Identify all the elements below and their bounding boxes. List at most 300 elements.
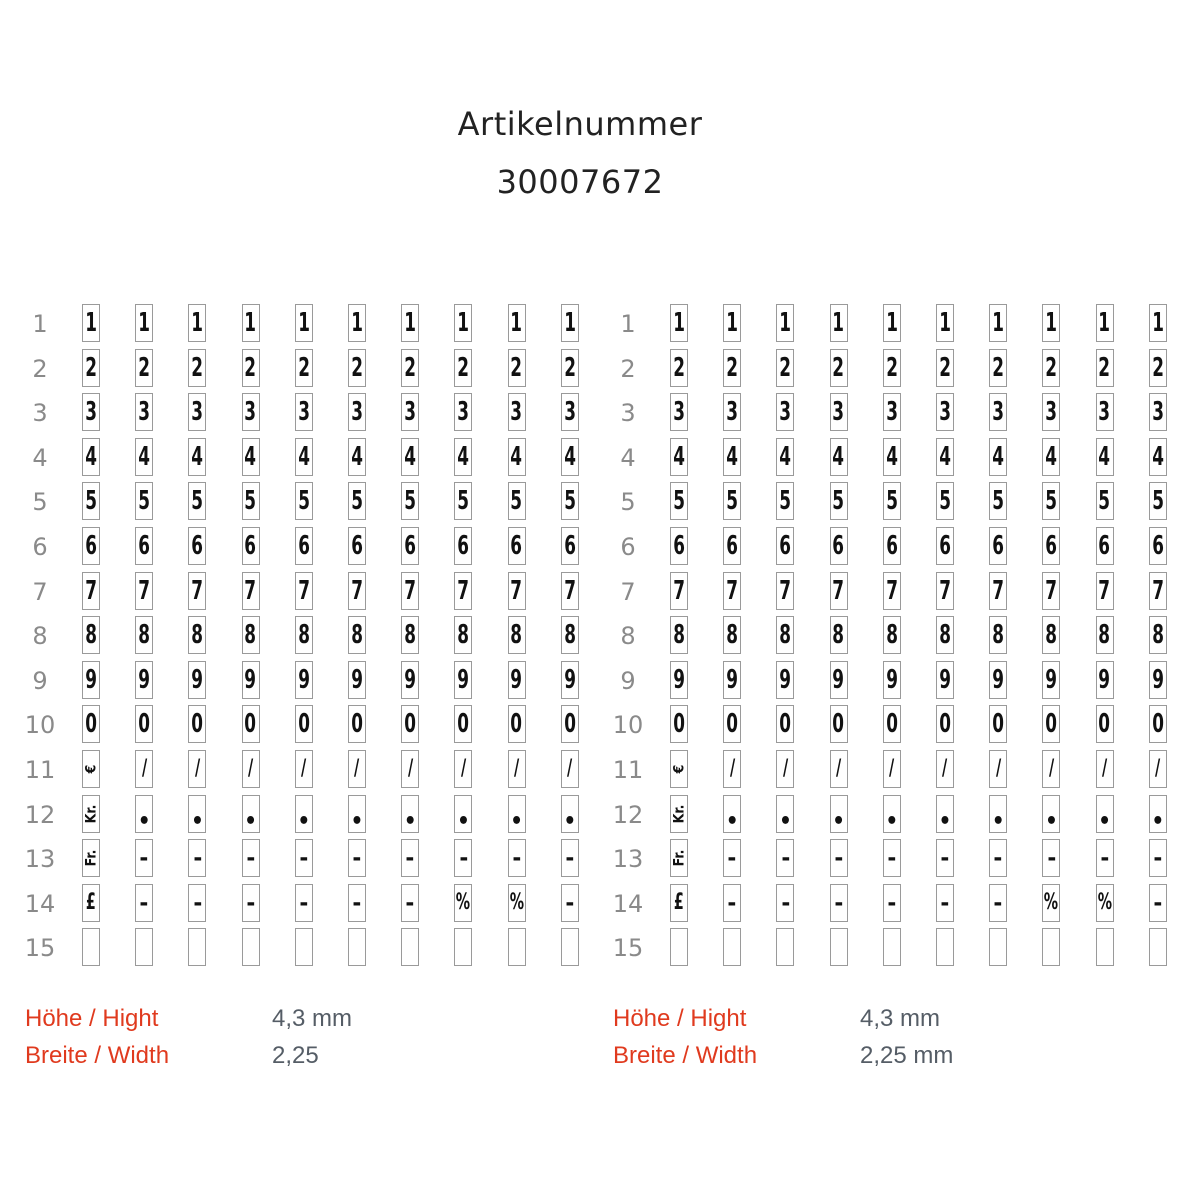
character-glyph: 1 [191, 308, 204, 338]
character-glyph: / [782, 756, 788, 781]
character-cell [1096, 884, 1114, 922]
character-glyph: 5 [1151, 486, 1164, 517]
character-glyph: • [938, 808, 952, 833]
character-glyph: 3 [1098, 397, 1111, 428]
character-cell [1096, 839, 1114, 877]
character-glyph: – [781, 843, 790, 874]
character-cell [242, 572, 260, 610]
character-cell [936, 705, 954, 743]
character-cell [936, 572, 954, 610]
character-cell [82, 928, 100, 966]
character-glyph: 8 [939, 620, 951, 651]
character-glyph: 8 [1151, 620, 1164, 651]
character-glyph: 0 [673, 709, 685, 740]
character-cell [1149, 705, 1167, 743]
row-number: 4 [620, 443, 636, 472]
character-glyph: • [191, 808, 204, 833]
character-cell [723, 795, 741, 833]
character-cell [508, 750, 526, 788]
character-cell [454, 884, 472, 922]
character-glyph: 3 [297, 397, 310, 428]
character-glyph: 1 [351, 308, 363, 338]
character-glyph: 9 [992, 664, 1005, 695]
character-cell [1042, 616, 1060, 654]
character-glyph: 3 [992, 397, 1005, 428]
character-cell [723, 839, 741, 877]
character-cell [508, 705, 526, 743]
character-glyph: 9 [191, 664, 204, 695]
character-cell [348, 438, 366, 476]
character-cell [1149, 349, 1167, 387]
character-cell [989, 438, 1007, 476]
row-number: 12 [24, 800, 56, 829]
character-glyph: Fr. [83, 849, 99, 867]
character-glyph: 3 [85, 397, 97, 428]
character-glyph: • [1098, 808, 1111, 833]
character-cell [561, 705, 579, 743]
character-cell [508, 438, 526, 476]
character-glyph: 1 [832, 308, 845, 338]
character-cell [135, 884, 153, 922]
character-glyph: 1 [1045, 308, 1058, 338]
row-number: 5 [620, 488, 636, 517]
character-glyph: Kr. [671, 804, 688, 823]
character-glyph: 8 [457, 620, 470, 651]
character-cell [508, 839, 526, 877]
character-glyph: – [993, 887, 1003, 918]
character-cell [82, 393, 100, 431]
row-number: 8 [620, 622, 636, 651]
character-cell [723, 750, 741, 788]
character-cell [989, 616, 1007, 654]
character-glyph: 2 [779, 352, 792, 383]
character-cell [776, 661, 794, 699]
character-glyph: 1 [404, 308, 417, 338]
character-glyph: % [1097, 889, 1112, 915]
character-glyph: 3 [673, 397, 685, 428]
character-glyph: 2 [351, 352, 363, 383]
character-cell [830, 705, 848, 743]
character-glyph: 0 [244, 709, 257, 740]
character-cell [1042, 795, 1060, 833]
character-glyph: 2 [191, 352, 204, 383]
character-glyph: 7 [244, 575, 257, 606]
character-glyph: 7 [351, 575, 363, 606]
character-cell [1149, 661, 1167, 699]
character-glyph: – [887, 843, 897, 874]
character-cell [188, 616, 206, 654]
row-number: 6 [620, 533, 636, 561]
character-glyph: 5 [404, 486, 417, 517]
character-glyph: – [940, 843, 950, 874]
character-glyph: 6 [726, 531, 739, 561]
row-number: 10 [24, 711, 56, 740]
character-glyph: 9 [244, 664, 257, 695]
character-cell [295, 928, 313, 966]
character-cell [242, 482, 260, 520]
character-cell [989, 795, 1007, 833]
character-glyph: – [1153, 843, 1163, 874]
character-cell [348, 884, 366, 922]
character-cell [936, 795, 954, 833]
character-glyph: 8 [726, 620, 739, 651]
character-glyph: 1 [138, 308, 151, 338]
character-glyph: 7 [726, 575, 739, 606]
character-cell [348, 616, 366, 654]
character-glyph: – [193, 887, 202, 918]
character-cell [508, 572, 526, 610]
character-cell [883, 661, 901, 699]
character-cell [561, 928, 579, 966]
character-glyph: – [565, 887, 575, 918]
character-glyph: – [834, 887, 843, 918]
character-glyph: / [1101, 756, 1108, 781]
character-cell [989, 928, 1007, 966]
character-cell [1149, 616, 1167, 654]
character-cell [989, 661, 1007, 699]
character-glyph: 1 [992, 308, 1005, 338]
character-cell [776, 393, 794, 431]
character-glyph: 4 [457, 441, 470, 472]
character-glyph: 5 [244, 486, 257, 517]
character-cell [936, 393, 954, 431]
row-number: 13 [612, 845, 644, 874]
character-cell [1096, 527, 1114, 565]
character-glyph: 2 [885, 352, 898, 383]
character-cell [401, 572, 419, 610]
character-glyph: • [137, 808, 151, 833]
character-cell [723, 349, 741, 387]
character-glyph: 2 [244, 352, 257, 383]
character-cell [1042, 349, 1060, 387]
character-cell [82, 884, 100, 922]
character-cell [776, 705, 794, 743]
character-cell [454, 349, 472, 387]
character-glyph: 1 [1151, 308, 1164, 338]
character-cell [989, 572, 1007, 610]
row-number: 2 [620, 354, 636, 383]
character-cell [670, 616, 688, 654]
character-glyph: 7 [510, 575, 523, 606]
character-glyph: 4 [726, 441, 739, 472]
character-glyph: – [246, 887, 255, 918]
character-cell [1096, 616, 1114, 654]
character-glyph: 0 [992, 709, 1005, 740]
character-glyph: 7 [939, 575, 951, 606]
character-glyph: 9 [726, 664, 739, 695]
character-glyph: • [991, 808, 1005, 833]
character-glyph: • [832, 808, 845, 833]
character-glyph: / [567, 756, 573, 781]
character-cell [670, 527, 688, 565]
character-glyph: 4 [1151, 441, 1164, 472]
character-cell [295, 795, 313, 833]
character-glyph: 7 [1045, 575, 1058, 606]
character-glyph: 7 [404, 575, 417, 606]
character-glyph: % [509, 889, 524, 915]
character-glyph: 8 [779, 620, 792, 651]
character-cell [454, 304, 472, 342]
character-cell [188, 527, 206, 565]
character-cell [1096, 438, 1114, 476]
character-glyph: 7 [85, 575, 97, 606]
character-glyph: 0 [85, 709, 97, 740]
character-cell [936, 304, 954, 342]
row-number: 3 [620, 399, 636, 428]
width-value: 2,25 [272, 1042, 319, 1069]
character-cell [830, 393, 848, 431]
character-glyph: 1 [885, 308, 898, 338]
character-glyph: £ [86, 889, 96, 915]
character-glyph: 1 [297, 308, 310, 338]
height-value: 4,3 mm [860, 1005, 941, 1032]
character-glyph: – [139, 887, 149, 918]
character-glyph: – [352, 887, 362, 918]
character-glyph: / [835, 756, 842, 781]
character-cell [936, 928, 954, 966]
character-cell [883, 482, 901, 520]
character-glyph: 6 [351, 531, 363, 561]
character-cell [936, 661, 954, 699]
character-glyph: 5 [191, 486, 204, 517]
character-cell [508, 482, 526, 520]
character-cell [776, 884, 794, 922]
character-glyph: 2 [1151, 352, 1164, 383]
character-glyph: / [889, 756, 895, 781]
character-glyph: 6 [297, 531, 310, 561]
character-glyph: 5 [939, 486, 951, 517]
character-glyph: 3 [779, 397, 792, 428]
character-cell [1149, 795, 1167, 833]
character-glyph: 1 [779, 308, 792, 338]
character-cell [82, 349, 100, 387]
character-cell [936, 884, 954, 922]
character-cell [670, 393, 688, 431]
character-glyph: 0 [939, 709, 951, 740]
character-cell [242, 750, 260, 788]
character-cell [401, 304, 419, 342]
character-cell [989, 349, 1007, 387]
character-glyph: 5 [510, 486, 523, 517]
character-glyph: 6 [138, 531, 151, 561]
character-cell [82, 661, 100, 699]
character-cell [830, 795, 848, 833]
character-glyph: 4 [297, 441, 310, 472]
character-glyph: – [565, 843, 575, 874]
character-cell [401, 661, 419, 699]
character-glyph: – [246, 843, 255, 874]
character-glyph: 8 [404, 620, 417, 651]
character-glyph: • [244, 808, 257, 833]
row-number: 3 [32, 399, 48, 428]
character-cell [508, 304, 526, 342]
character-glyph: 9 [939, 664, 951, 695]
character-glyph: 0 [726, 709, 739, 740]
character-cell [295, 393, 313, 431]
character-cell [135, 705, 153, 743]
character-cell [135, 349, 153, 387]
character-glyph: 8 [885, 620, 898, 651]
character-glyph: 0 [457, 709, 470, 740]
character-cell [1096, 928, 1114, 966]
character-glyph: 8 [1045, 620, 1058, 651]
character-glyph: € [670, 764, 687, 774]
character-cell [723, 928, 741, 966]
character-cell [561, 616, 579, 654]
character-cell [348, 393, 366, 431]
character-cell [1096, 393, 1114, 431]
character-cell [723, 705, 741, 743]
character-cell [454, 795, 472, 833]
character-glyph: 9 [85, 664, 97, 695]
character-glyph: 2 [992, 352, 1005, 383]
character-glyph: 4 [832, 441, 845, 472]
character-glyph: 2 [1098, 352, 1111, 383]
character-cell [670, 438, 688, 476]
character-cell [508, 349, 526, 387]
character-glyph: 0 [779, 709, 792, 740]
character-glyph: 3 [885, 397, 898, 428]
character-cell [348, 795, 366, 833]
character-cell [508, 661, 526, 699]
character-glyph: 4 [673, 441, 685, 472]
character-glyph: – [1047, 843, 1056, 874]
character-cell [242, 884, 260, 922]
character-cell [776, 928, 794, 966]
character-glyph: 0 [563, 709, 576, 740]
character-cell [989, 750, 1007, 788]
character-glyph: 2 [1045, 352, 1058, 383]
character-glyph: 0 [351, 709, 363, 740]
character-cell [989, 884, 1007, 922]
character-cell [401, 839, 419, 877]
character-glyph: 6 [673, 531, 685, 561]
character-glyph: 1 [85, 308, 97, 338]
character-glyph: 7 [832, 575, 845, 606]
character-cell [82, 705, 100, 743]
character-cell [670, 572, 688, 610]
character-cell [242, 393, 260, 431]
character-glyph: 8 [1098, 620, 1111, 651]
character-glyph: 4 [191, 441, 204, 472]
character-glyph: 9 [832, 664, 845, 695]
character-cell [295, 438, 313, 476]
character-cell [670, 705, 688, 743]
character-cell [1149, 750, 1167, 788]
width-value: 2,25 mm [860, 1042, 954, 1069]
character-glyph: 1 [510, 308, 523, 338]
character-cell [989, 482, 1007, 520]
character-cell [561, 393, 579, 431]
row-number: 7 [32, 577, 48, 606]
character-glyph: 0 [885, 709, 898, 740]
character-cell [82, 750, 100, 788]
character-glyph: 5 [726, 486, 739, 517]
character-cell [135, 438, 153, 476]
character-cell [561, 572, 579, 610]
character-glyph: 4 [138, 441, 151, 472]
character-cell [242, 616, 260, 654]
character-cell [830, 304, 848, 342]
character-glyph: 4 [244, 441, 257, 472]
character-cell [295, 750, 313, 788]
character-glyph: 3 [832, 397, 845, 428]
character-glyph: 4 [939, 441, 951, 472]
character-cell [830, 616, 848, 654]
row-number: 8 [32, 622, 48, 651]
character-glyph: 9 [885, 664, 898, 695]
character-glyph: 3 [457, 397, 470, 428]
character-glyph: 6 [832, 531, 845, 561]
character-cell [508, 884, 526, 922]
character-cell [135, 795, 153, 833]
character-cell [135, 750, 153, 788]
character-glyph: 9 [457, 664, 470, 695]
character-cell [242, 928, 260, 966]
character-cell [82, 527, 100, 565]
character-glyph: 2 [138, 352, 151, 383]
character-glyph: – [405, 887, 415, 918]
character-cell [1042, 393, 1060, 431]
character-glyph: 3 [1045, 397, 1058, 428]
character-cell [723, 482, 741, 520]
character-glyph: / [1155, 756, 1161, 781]
character-cell [454, 928, 472, 966]
character-glyph: 7 [1098, 575, 1111, 606]
character-glyph: 2 [939, 352, 951, 383]
character-cell [561, 661, 579, 699]
character-glyph: • [563, 808, 577, 833]
character-cell [1096, 349, 1114, 387]
character-cell [295, 661, 313, 699]
character-cell [989, 839, 1007, 877]
character-cell [82, 572, 100, 610]
character-cell [348, 705, 366, 743]
character-cell [776, 572, 794, 610]
character-cell [670, 304, 688, 342]
character-cell [1149, 884, 1167, 922]
character-glyph: 2 [510, 352, 523, 383]
article-number: 30007672 [496, 163, 664, 201]
character-cell [1096, 705, 1114, 743]
character-glyph: 4 [351, 441, 363, 472]
character-cell [1042, 438, 1060, 476]
character-cell [1149, 482, 1167, 520]
character-glyph: 3 [404, 397, 417, 428]
character-cell [188, 928, 206, 966]
character-glyph: 7 [297, 575, 310, 606]
character-glyph: 3 [138, 397, 151, 428]
character-cell [830, 482, 848, 520]
character-cell [830, 527, 848, 565]
row-number: 6 [32, 533, 48, 561]
character-glyph: 4 [1098, 441, 1111, 472]
character-cell [670, 884, 688, 922]
character-glyph: 0 [404, 709, 417, 740]
row-number: 15 [24, 934, 56, 963]
character-cell [401, 795, 419, 833]
character-cell [242, 438, 260, 476]
character-cell [454, 393, 472, 431]
character-cell [454, 527, 472, 565]
character-glyph: 5 [1098, 486, 1111, 517]
row-number: 2 [32, 354, 48, 383]
character-glyph: / [513, 756, 520, 781]
character-cell [723, 572, 741, 610]
character-glyph: 8 [510, 620, 523, 651]
character-glyph: 6 [244, 531, 257, 561]
character-glyph: 6 [1045, 531, 1058, 561]
